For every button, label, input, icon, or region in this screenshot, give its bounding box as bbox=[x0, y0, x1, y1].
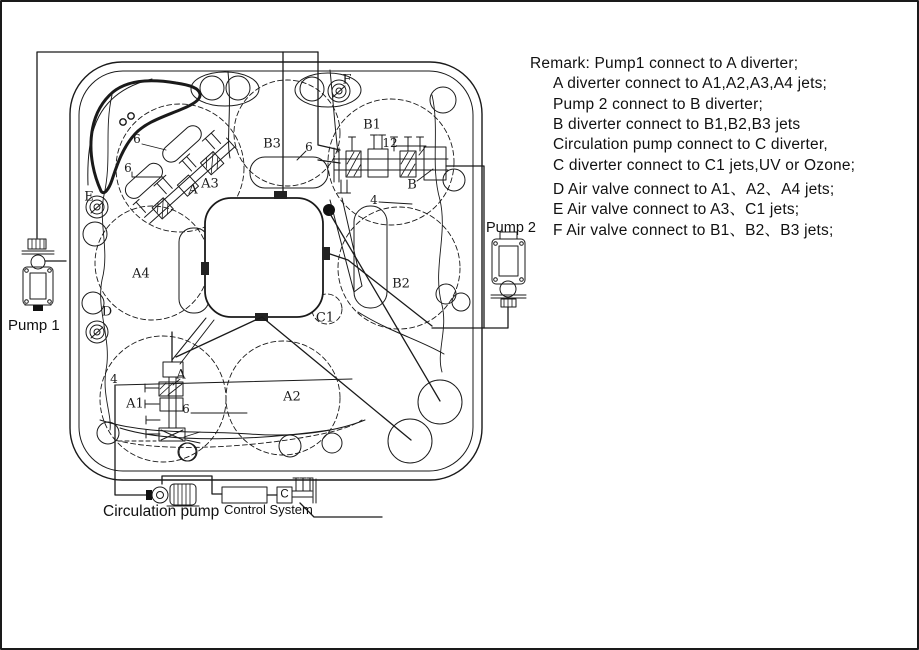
label-d-air-valve: D bbox=[101, 304, 113, 320]
label-e-air-valve: E bbox=[84, 189, 94, 205]
control-system-icon bbox=[222, 478, 316, 503]
remark-line-3: Pump 2 connect to B diverter; bbox=[553, 96, 763, 113]
label-count-6-b: 6 bbox=[124, 161, 132, 175]
circulation-pump-caption: Circulation pump bbox=[103, 503, 220, 520]
label-a-diverter-top: A bbox=[188, 182, 198, 198]
label-count-6-a: 6 bbox=[133, 132, 141, 146]
remark-line-6: C diverter connect to C1 jets,UV or Ozone; bbox=[553, 157, 856, 174]
label-count-4-top: 4 bbox=[370, 193, 378, 207]
pump1-icon bbox=[22, 239, 54, 311]
remark-line-4: B diverter connect to B1,B2,B3 jets bbox=[553, 116, 801, 133]
label-a1-jets: A1 bbox=[126, 396, 144, 412]
remark-line-1: Remark: Pump1 connect to A diverter; bbox=[530, 55, 799, 72]
remark-line-2: A diverter connect to A1,A2,A3,A4 jets; bbox=[553, 75, 828, 92]
label-b1-jets: B1 bbox=[363, 117, 381, 133]
label-a2-jets: A2 bbox=[283, 389, 301, 405]
label-b-diverter: B bbox=[407, 177, 417, 193]
pump2-icon bbox=[491, 232, 526, 307]
label-a3-jets: A3 bbox=[201, 176, 219, 192]
footwell-left-fitting bbox=[201, 262, 209, 275]
remark-line-5: Circulation pump connect to C diverter, bbox=[553, 136, 828, 153]
label-c1-jets: C1 bbox=[315, 310, 335, 326]
label-count-4-bottom: 4 bbox=[110, 372, 118, 386]
label-b3-jets: B3 bbox=[263, 136, 281, 152]
pump2-caption: Pump 2 bbox=[486, 220, 536, 236]
label-count-6-d: 6 bbox=[182, 402, 190, 416]
c-diverter-letter: C bbox=[280, 488, 289, 501]
label-a4-jets: A4 bbox=[132, 266, 150, 282]
label-count-6-c: 6 bbox=[305, 140, 313, 154]
pump1-caption: Pump 1 bbox=[8, 317, 60, 334]
label-count-12: 12 bbox=[382, 136, 398, 150]
remark-line-9: F Air valve connect to B1、B2、B3 jets; bbox=[553, 222, 834, 239]
footwell bbox=[201, 191, 330, 321]
label-f-air-valve: F bbox=[342, 72, 352, 88]
footwell-top-fitting bbox=[274, 191, 287, 199]
control-system-caption: Control System bbox=[224, 502, 313, 517]
sensor-dot bbox=[323, 204, 335, 216]
headrest-pillow bbox=[91, 81, 200, 193]
label-b2-jets: B2 bbox=[392, 276, 410, 292]
remark-line-7: D Air valve connect to A1、A2、A4 jets; bbox=[553, 181, 835, 198]
remark-line-8: E Air valve connect to A3、C1 jets; bbox=[553, 201, 800, 218]
footwell-right-fitting bbox=[322, 247, 330, 260]
label-a-diverter-bottom: A bbox=[176, 367, 186, 383]
page-border bbox=[1, 1, 918, 649]
